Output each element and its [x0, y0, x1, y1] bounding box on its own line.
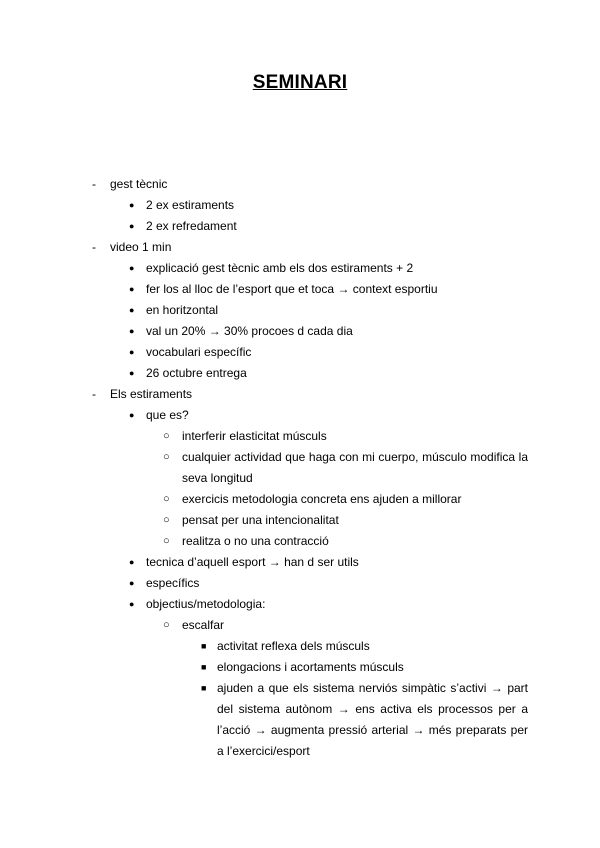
list-item-text: activitat reflexa dels músculs: [217, 639, 370, 653]
list-item-text: gest tècnic: [110, 177, 168, 191]
disc-bullet-icon: ●: [129, 263, 135, 273]
list-item: [0, 636, 600, 657]
list-item-text: Els estiraments: [110, 387, 193, 401]
disc-bullet-icon: ●: [129, 326, 135, 336]
list-item-text: realitza o no una contracció: [182, 534, 329, 548]
disc-bullet-icon: ●: [129, 599, 135, 609]
disc-bullet-icon: ●: [129, 578, 135, 588]
list-item-text: interferir elasticitat músculs: [182, 429, 327, 443]
list-item: [0, 489, 600, 510]
square-bullet-icon: ■: [201, 683, 207, 693]
list-item-text: escalfar: [182, 618, 225, 632]
list-item-text: vocabulari específic: [146, 345, 252, 359]
circle-bullet-icon: ○: [163, 619, 170, 631]
circle-bullet-icon: ○: [163, 430, 170, 442]
list-item-text: 2 ex estiraments: [146, 198, 235, 212]
list-item-text: cualquier actividad que haga con mi cuerpo, músculo modifica la seva longitud: [182, 450, 528, 485]
list-item: [0, 300, 600, 321]
disc-bullet-icon: ●: [129, 221, 135, 231]
list-item-text: fer los al lloc de l’esport que et toca → context esportiu: [146, 282, 438, 296]
square-bullet-icon: ■: [201, 662, 207, 672]
list-item: [0, 258, 600, 279]
list-item: [0, 573, 600, 594]
circle-bullet-icon: ○: [163, 535, 170, 547]
list-item-text: elongacions i acortaments músculs: [217, 660, 404, 674]
list-item: [0, 405, 600, 426]
list-item: [0, 174, 600, 195]
list-item: [0, 237, 600, 258]
list-item-text: que es?: [146, 408, 189, 422]
list-item: [0, 321, 600, 342]
list-item: [0, 384, 600, 405]
disc-bullet-icon: ●: [129, 305, 135, 315]
circle-bullet-icon: ○: [163, 451, 170, 463]
disc-bullet-icon: ●: [129, 284, 135, 294]
dash-bullet-icon: -: [92, 177, 96, 191]
list-item-text: ajuden a que els sistema nerviós simpàtic s’activi → part del sistema autònom → ens activa els processos per a l’acció → augmenta pressió arterial → més preparats per a l’exercici/esport: [217, 681, 528, 758]
list-item: [0, 363, 600, 384]
list-item-text: 26 octubre entrega: [146, 366, 247, 380]
list-item-text: video 1 min: [110, 240, 172, 254]
list-item: [0, 426, 600, 447]
list-item: [0, 279, 600, 300]
outline-list: [0, 174, 600, 762]
list-item-text: en horitzontal: [146, 303, 219, 317]
dash-bullet-icon: -: [92, 240, 96, 254]
list-item-text: pensat per una intencionalitat: [182, 513, 339, 527]
list-item-text: exercicis metodologia concreta ens ajuden a millorar: [182, 492, 462, 506]
circle-bullet-icon: ○: [163, 514, 170, 526]
circle-bullet-icon: ○: [163, 493, 170, 505]
disc-bullet-icon: ●: [129, 368, 135, 378]
list-item-text: objectius/metodologia:: [146, 597, 266, 611]
dash-bullet-icon: -: [92, 387, 96, 401]
list-item: [0, 552, 600, 573]
list-item-text: específics: [146, 576, 200, 590]
list-item: [0, 615, 600, 636]
square-bullet-icon: ■: [201, 641, 207, 651]
list-item: [0, 678, 600, 762]
list-item: [0, 657, 600, 678]
list-item: [0, 447, 600, 489]
list-item: [0, 195, 600, 216]
list-item-text: explicació gest tècnic amb els dos estiraments + 2: [146, 261, 414, 275]
list-item: [0, 531, 600, 552]
disc-bullet-icon: ●: [129, 557, 135, 567]
list-item-text: tecnica d’aquell esport → han d ser utils: [146, 555, 359, 569]
list-item: [0, 216, 600, 237]
list-item: [0, 342, 600, 363]
page-title: SEMINARI: [252, 72, 348, 93]
disc-bullet-icon: ●: [129, 200, 135, 210]
list-item: [0, 594, 600, 615]
disc-bullet-icon: ●: [129, 347, 135, 357]
list-item-text: 2 ex refredament: [146, 219, 237, 233]
list-item: [0, 510, 600, 531]
list-item-text: val un 20% → 30% procoes d cada dia: [146, 324, 353, 338]
disc-bullet-icon: ●: [129, 410, 135, 420]
